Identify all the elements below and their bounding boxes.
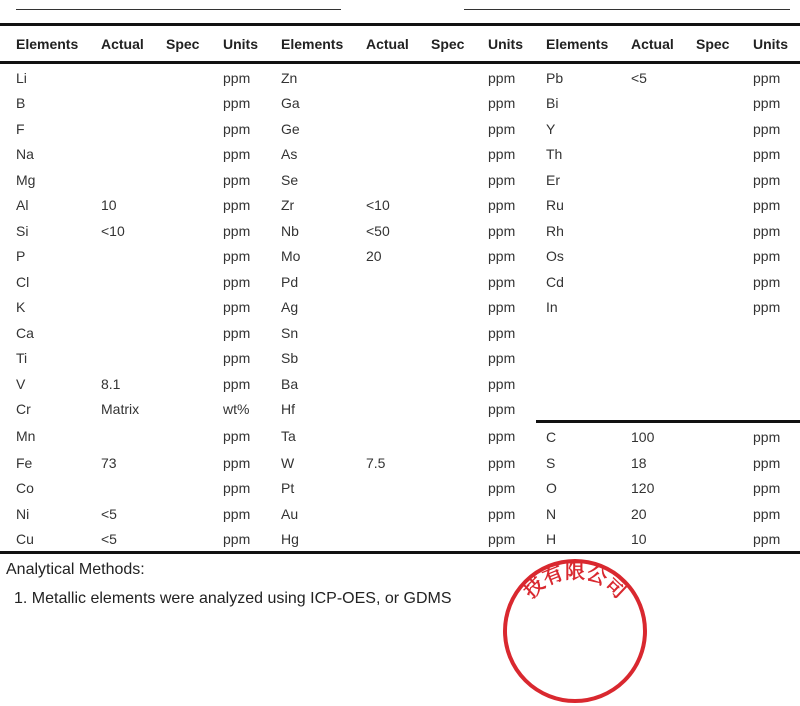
cell-element: Ni	[16, 506, 30, 522]
signature-line-right	[464, 9, 790, 10]
cell-element: B	[16, 95, 26, 111]
cell-units: ppm	[223, 299, 251, 315]
cell-units: ppm	[223, 121, 251, 137]
cell-actual: 10	[631, 531, 647, 547]
cell-element: Se	[281, 172, 299, 188]
cell-element: Pd	[281, 274, 299, 290]
cell-element: Cr	[16, 401, 31, 417]
cell-units: ppm	[488, 172, 516, 188]
cell-units: ppm	[223, 506, 251, 522]
cell-element: O	[546, 480, 557, 496]
cell-units: ppm	[753, 531, 781, 547]
cell-element: K	[16, 299, 26, 315]
cell-units: ppm	[753, 248, 781, 264]
signature-line-left	[16, 9, 341, 10]
cell-element: Al	[16, 197, 29, 213]
cell-units: ppm	[223, 531, 251, 547]
cell-element: Rh	[546, 223, 564, 239]
cell-units: ppm	[488, 223, 516, 239]
cell-units: ppm	[488, 531, 516, 547]
cell-element: Zr	[281, 197, 295, 213]
cell-actual: 100	[631, 429, 655, 445]
cell-units: ppm	[223, 455, 251, 471]
header-actual: Actual	[631, 36, 674, 52]
cell-element: Ba	[281, 376, 299, 392]
cell-units: ppm	[488, 428, 516, 444]
header-elements: Elements	[281, 36, 344, 52]
cell-element: P	[16, 248, 26, 264]
cell-units: ppm	[753, 146, 781, 162]
cell-units: ppm	[223, 95, 251, 111]
cell-element: Sb	[281, 350, 299, 366]
cell-actual: 20	[366, 248, 382, 264]
cell-element: Au	[281, 506, 299, 522]
cell-element: Ti	[16, 350, 28, 366]
cell-element: In	[546, 299, 558, 315]
cell-units: ppm	[223, 376, 251, 392]
cell-element: Hf	[281, 401, 295, 417]
cell-units: ppm	[753, 223, 781, 239]
cell-units: ppm	[753, 95, 781, 111]
cell-actual: <10	[101, 223, 125, 239]
cell-units: ppm	[488, 506, 516, 522]
table-top-rule	[0, 23, 800, 26]
cell-element: N	[546, 506, 557, 522]
cell-actual: 7.5	[366, 455, 386, 471]
cell-units: ppm	[488, 197, 516, 213]
cell-units: ppm	[223, 480, 251, 496]
cell-units: ppm	[488, 274, 516, 290]
cell-units: ppm	[488, 146, 516, 162]
header-bottom-rule	[0, 61, 800, 64]
cell-units: ppm	[488, 376, 516, 392]
cell-element: Sn	[281, 325, 299, 341]
cell-actual: 10	[101, 197, 117, 213]
cell-element: Mn	[16, 428, 36, 444]
cell-element: Th	[546, 146, 563, 162]
cell-element: Zn	[281, 70, 298, 86]
header-elements: Elements	[16, 36, 79, 52]
cell-units: ppm	[223, 428, 251, 444]
cell-actual: 20	[631, 506, 647, 522]
cell-units: ppm	[223, 223, 251, 239]
header-units: Units	[223, 36, 258, 52]
header-elements: Elements	[546, 36, 609, 52]
cell-element: Y	[546, 121, 556, 137]
header-actual: Actual	[101, 36, 144, 52]
cell-units: ppm	[753, 506, 781, 522]
cell-element: Co	[16, 480, 34, 496]
cell-actual: <5	[101, 531, 117, 547]
cell-element: Ge	[281, 121, 300, 137]
company-seal	[500, 556, 650, 706]
cell-actual: 73	[101, 455, 117, 471]
cell-units: ppm	[753, 299, 781, 315]
table-bottom-rule	[0, 551, 800, 554]
cell-element: Ag	[281, 299, 299, 315]
cell-actual: 8.1	[101, 376, 121, 392]
cell-element: V	[16, 376, 26, 392]
cell-units: ppm	[753, 480, 781, 496]
cell-units: ppm	[223, 172, 251, 188]
cell-element: Nb	[281, 223, 299, 239]
cell-actual: <5	[101, 506, 117, 522]
cell-element: S	[546, 455, 556, 471]
cell-actual: <5	[631, 70, 647, 86]
cell-actual: <50	[366, 223, 390, 239]
cell-element: Ca	[16, 325, 34, 341]
cell-units: ppm	[488, 455, 516, 471]
cell-element: Ga	[281, 95, 300, 111]
cell-element: Mo	[281, 248, 301, 264]
header-spec: Spec	[431, 36, 465, 52]
cell-element: Pb	[546, 70, 564, 86]
cell-element: Cu	[16, 531, 34, 547]
cell-element: Ru	[546, 197, 564, 213]
cell-element: Ta	[281, 428, 296, 444]
cell-element: Er	[546, 172, 560, 188]
cell-element: H	[546, 531, 557, 547]
cell-units: ppm	[223, 350, 251, 366]
cell-element: Mg	[16, 172, 36, 188]
cell-element: W	[281, 455, 295, 471]
cell-element: Li	[16, 70, 27, 86]
cell-element: Bi	[546, 95, 559, 111]
cell-element: Si	[16, 223, 29, 239]
cell-element: Na	[16, 146, 34, 162]
cell-element: Os	[546, 248, 564, 264]
cell-units: ppm	[753, 274, 781, 290]
cell-element: C	[546, 429, 557, 445]
seal-text: 技有限公司	[518, 559, 632, 603]
gas-section-rule	[536, 420, 800, 423]
cell-actual: 120	[631, 480, 655, 496]
cell-actual: <10	[366, 197, 390, 213]
methods-line-1: 1. Metallic elements were analyzed using ICP-OES, or GDMS	[14, 590, 452, 607]
cell-element: F	[16, 121, 25, 137]
cell-units: ppm	[753, 172, 781, 188]
header-units: Units	[753, 36, 788, 52]
cell-element: As	[281, 146, 298, 162]
methods-title: Analytical Methods:	[6, 561, 145, 578]
cell-units: ppm	[488, 248, 516, 264]
cell-units: ppm	[753, 429, 781, 445]
cell-units: ppm	[488, 95, 516, 111]
cell-units: ppm	[488, 70, 516, 86]
cell-units: wt%	[223, 401, 250, 417]
cell-units: ppm	[223, 274, 251, 290]
cell-units: ppm	[753, 455, 781, 471]
header-spec: Spec	[166, 36, 200, 52]
header-actual: Actual	[366, 36, 409, 52]
cell-actual: Matrix	[101, 401, 140, 417]
cell-element: Fe	[16, 455, 33, 471]
header-spec: Spec	[696, 36, 730, 52]
cell-units: ppm	[223, 146, 251, 162]
cell-units: ppm	[753, 121, 781, 137]
cell-units: ppm	[223, 70, 251, 86]
cell-element: Cl	[16, 274, 30, 290]
cell-units: ppm	[223, 325, 251, 341]
cell-units: ppm	[488, 121, 516, 137]
cell-units: ppm	[488, 401, 516, 417]
cell-units: ppm	[753, 197, 781, 213]
cell-units: ppm	[488, 299, 516, 315]
cell-units: ppm	[223, 248, 251, 264]
cell-units: ppm	[488, 350, 516, 366]
cell-units: ppm	[488, 480, 516, 496]
cell-units: ppm	[223, 197, 251, 213]
cell-units: ppm	[488, 325, 516, 341]
cell-units: ppm	[753, 70, 781, 86]
cell-element: Hg	[281, 531, 299, 547]
cell-element: Cd	[546, 274, 564, 290]
cell-element: Pt	[281, 480, 295, 496]
cell-actual: 18	[631, 455, 647, 471]
header-units: Units	[488, 36, 523, 52]
